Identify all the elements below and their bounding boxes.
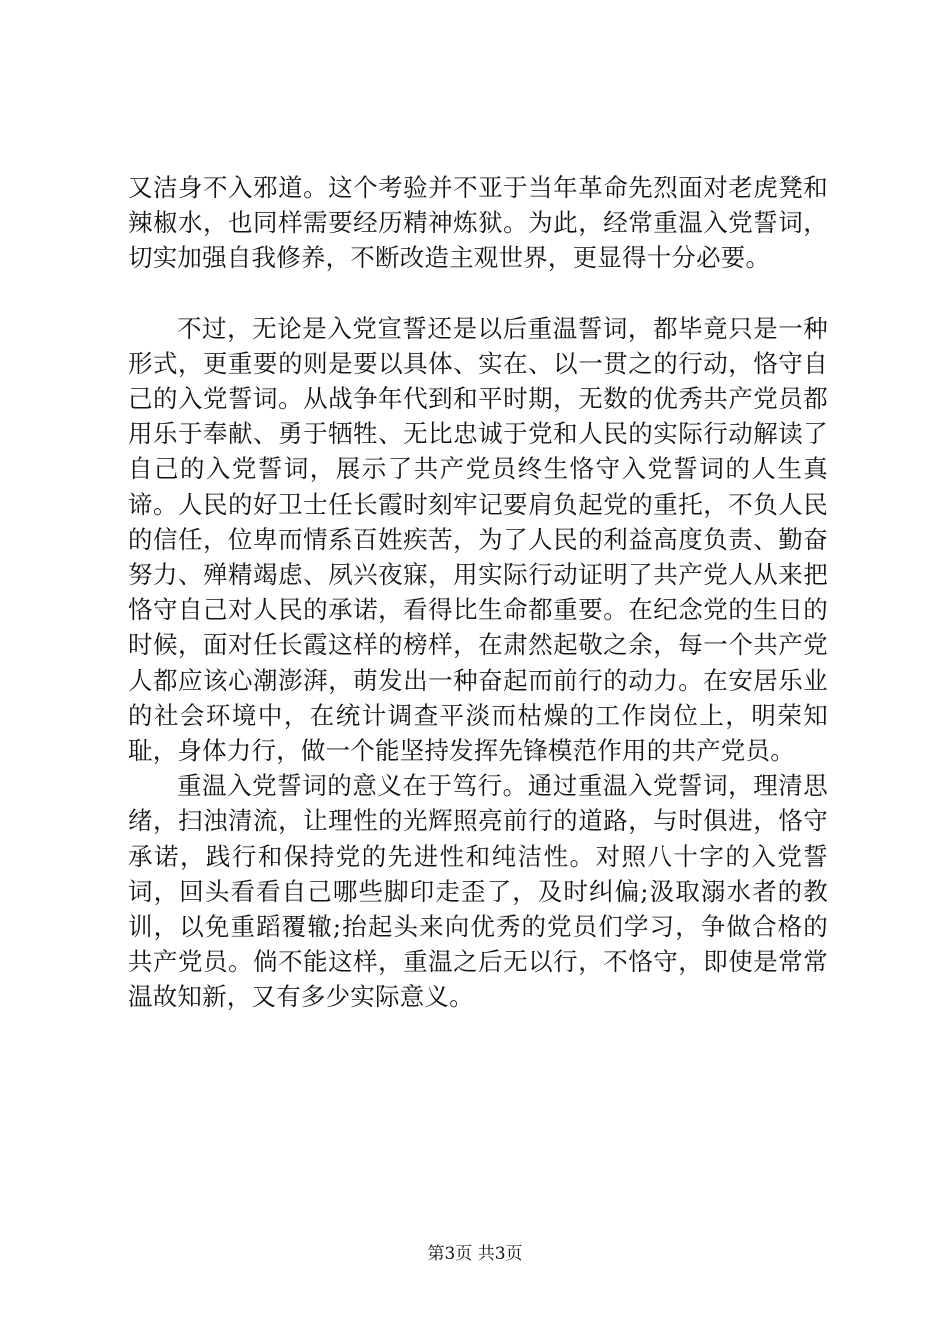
paragraph-oath-action: 不过，无论是入党宣誓还是以后重温誓词，都毕竟只是一种形式，更重要的则是要以具体、实在、以一贯之的行动，恪守自己的入党誓词。从战争年代到和平时期，无数的优秀共产党员都用乐于奉献、勇于牺牲、无比忠诚于党和人民的实际行动解读了自己的入党誓词，展示了共产党员终生恪守入党誓词的人生真谛。人民的好卫士任长霞时刻牢记要肩负起党的重托，不负人民的信任，位卑而情系百姓疾苦，为了人民的利益高度负责、勤奋努力、殚精竭虑、夙兴夜寐，用实际行动证明了共产党人从来把恪守自己对人民的承诺，看得比生命都重要。在纪念党的生日的时候，面对任长霞这样的榜样，在肃然起敬之余，每一个共产党人都应该心潮澎湃，萌发出一种奋起而前行的动力。在安居乐业的社会环境中，在统计调查平淡而枯燥的工作岗位上，明荣知耻，身体力行，做一个能坚持发挥先锋模范作用的共产党员。 bbox=[128, 313, 828, 766]
paragraph-oath-meaning: 重温入党誓词的意义在于笃行。通过重温入党誓词，理清思绪，扫浊清流，让理性的光辉照亮前行的道路，与时俱进，恪守承诺，践行和保持党的先进性和纯洁性。对照八十字的入党誓词，回头看看自己哪些脚印走歪了，及时纠偏;汲取溺水者的教训，以免重蹈覆辙;抬起头来向优秀的党员们学习，争做合格的共产党员。倘不能这样，重温之后无以行，不恪守，即使是常常温故知新，又有多少实际意义。 bbox=[128, 771, 828, 1012]
paragraph-continuation: 又洁身不入邪道。这个考验并不亚于当年革命先烈面对老虎凳和辣椒水，也同样需要经历精神炼狱。为此，经常重温入党誓词，切实加强自我修养，不断改造主观世界，更显得十分必要。 bbox=[128, 173, 828, 273]
document-body bbox=[128, 170, 828, 1015]
page-footer: 第3页 共3页 bbox=[427, 1244, 523, 1264]
